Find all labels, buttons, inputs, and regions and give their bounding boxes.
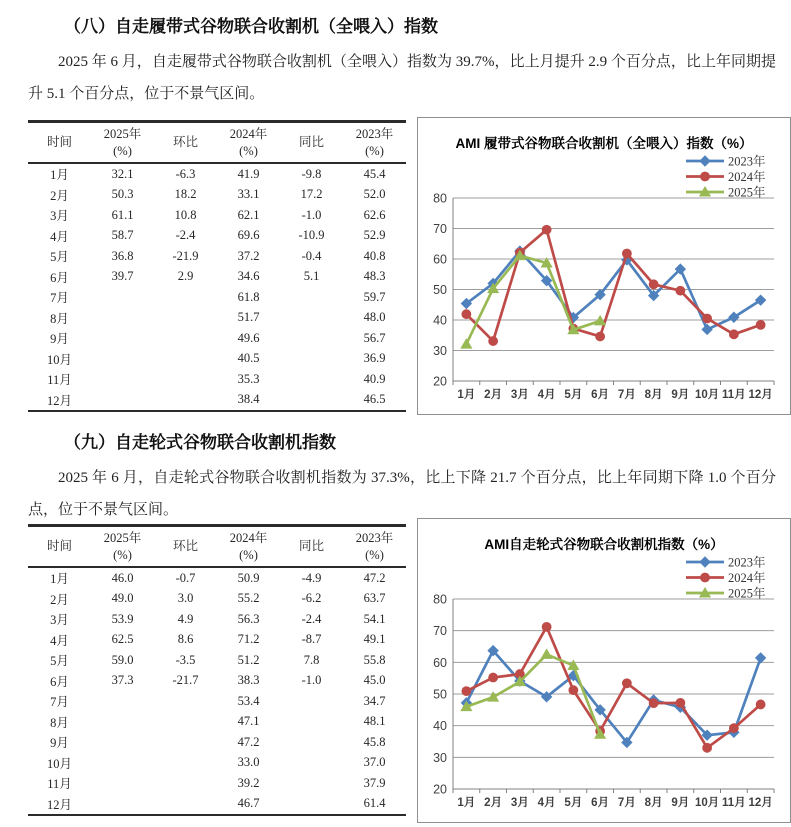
table-cell	[280, 308, 343, 329]
axes	[453, 599, 774, 793]
table-cell: 11月	[47, 777, 72, 792]
table-cell: 54.1	[363, 611, 386, 626]
table-cell: 39.7	[111, 269, 134, 284]
table-header-cell-1: 2025年 (%)	[103, 127, 142, 158]
svg-text:3月: 3月	[510, 797, 529, 809]
table-cell: -1.0	[301, 673, 322, 688]
svg-text:40: 40	[433, 719, 447, 734]
table-cell: 37.2	[237, 248, 260, 263]
table-cell: 10.8	[174, 207, 197, 222]
table-cell: 48.1	[363, 714, 386, 729]
svg-text:30: 30	[433, 344, 447, 358]
table-row	[28, 287, 406, 308]
table-cell	[154, 794, 217, 816]
table-cell: 8.6	[177, 632, 194, 647]
table-row	[28, 567, 406, 589]
table-cell: -10.9	[298, 228, 325, 243]
table-cell: 55.2	[237, 591, 260, 606]
gridlines	[453, 198, 774, 381]
table-cell: 2月	[50, 592, 69, 607]
table-header-row	[28, 122, 406, 164]
table-row	[28, 630, 406, 651]
table-cell: 5.1	[303, 269, 320, 284]
table-header-cell-1: 2025年 (%)	[103, 531, 142, 562]
table-cell: -6.3	[175, 166, 196, 181]
svg-text:8月: 8月	[644, 389, 663, 401]
table-cell: 4月	[50, 633, 69, 648]
table-cell	[280, 369, 343, 390]
section-9-paragraph: 2025 年 6 月，自走轮式谷物联合收割机指数为 37.3%，比上下降 21.7 个百分点，比上年同期下降 1.0 个百分点，位于不景气区间。	[28, 470, 776, 518]
table-cell	[154, 753, 217, 774]
table-header-cell-3: 2024年 (%)	[229, 127, 268, 158]
table-cell: 49.6	[237, 330, 260, 345]
table-cell: 61.8	[237, 289, 260, 304]
svg-text:50: 50	[433, 687, 447, 702]
table-cell: 10月	[46, 352, 72, 367]
table-cell: 48.0	[363, 310, 386, 325]
table-header-cell-0: 时间	[46, 135, 72, 150]
table-cell: -3.5	[175, 652, 196, 667]
line-chart-svg	[418, 519, 790, 822]
table-cell: -1.0	[301, 207, 322, 222]
table-cell: 5月	[50, 250, 69, 265]
table-cell: 56.3	[237, 611, 260, 626]
series-2023年	[461, 646, 765, 748]
table-cell: 6月	[50, 674, 69, 689]
series-2024年	[462, 225, 765, 345]
table-cell: -2.4	[175, 228, 196, 243]
table-cell	[280, 691, 343, 712]
table-cell	[280, 390, 343, 412]
svg-text:1月: 1月	[457, 389, 476, 401]
table-cell: 49.0	[111, 591, 134, 606]
svg-text:7月: 7月	[617, 389, 636, 401]
table-cell	[280, 287, 343, 308]
svg-text:5月: 5月	[564, 389, 583, 401]
table-cell: 5月	[50, 654, 69, 669]
table-cell	[91, 390, 154, 412]
table-cell: 7月	[50, 695, 69, 710]
legend-item-2024年	[686, 570, 766, 585]
table-cell	[91, 349, 154, 370]
svg-text:11月: 11月	[722, 389, 746, 401]
table-cell	[91, 287, 154, 308]
table-cell: 12月	[46, 797, 72, 812]
table-cell: 40.9	[363, 371, 386, 386]
svg-text:6月: 6月	[591, 389, 610, 401]
svg-text:50: 50	[433, 283, 447, 297]
table-cell: 59.7	[363, 289, 386, 304]
table-cell: 9月	[50, 332, 69, 347]
svg-text:70: 70	[433, 222, 447, 236]
table-cell	[154, 390, 217, 412]
table-cell: 40.5	[237, 351, 260, 366]
table-cell: 38.4	[237, 392, 260, 407]
table-header-cell-4: 同比	[298, 539, 324, 554]
table-cell: -2.4	[301, 611, 322, 626]
table-cell: 61.4	[363, 796, 386, 811]
table-cell: 10月	[46, 756, 72, 771]
table-cell	[154, 732, 217, 753]
table-cell	[91, 369, 154, 390]
svg-text:5月: 5月	[564, 797, 583, 809]
table-cell: -9.8	[301, 166, 322, 181]
legend-item-2025年	[686, 185, 766, 200]
table-row	[28, 732, 406, 753]
table-row	[28, 349, 406, 370]
wheel-harvester-line-chart	[417, 518, 791, 823]
table-cell: 45.4	[363, 166, 386, 181]
table-cell	[154, 773, 217, 794]
svg-text:2025年: 2025年	[728, 586, 766, 601]
svg-text:6月: 6月	[591, 797, 610, 809]
table-cell: 56.7	[363, 330, 386, 345]
table-row	[28, 205, 406, 226]
table-cell	[280, 712, 343, 733]
table-cell: -6.2	[301, 591, 322, 606]
legend-item-2025年	[686, 586, 766, 601]
table-cell: 39.2	[237, 775, 260, 790]
table-cell: 55.8	[363, 652, 386, 667]
table-cell: 34.7	[363, 693, 386, 708]
table-cell: 53.9	[111, 611, 134, 626]
table-cell	[91, 794, 154, 816]
svg-text:2024年: 2024年	[728, 170, 766, 184]
table-header-row	[28, 526, 406, 568]
table-cell: 9月	[50, 736, 69, 751]
table-cell: 2月	[50, 188, 69, 203]
table-header-cell-0: 时间	[46, 539, 72, 554]
svg-text:10月: 10月	[694, 389, 720, 401]
table-cell: 1月	[50, 572, 69, 587]
table-cell: 58.7	[111, 228, 134, 243]
table-cell: 6月	[50, 270, 69, 285]
svg-text:4月: 4月	[537, 389, 556, 401]
table-cell: 50.9	[237, 570, 260, 585]
table-row	[28, 246, 406, 267]
svg-text:80: 80	[433, 592, 447, 607]
table-cell: 51.7	[237, 310, 260, 325]
x-axis-labels	[457, 796, 772, 809]
table-cell: 48.3	[363, 269, 386, 284]
table-cell	[154, 712, 217, 733]
table-cell: 45.0	[363, 673, 386, 688]
table-cell	[154, 369, 217, 390]
table-cell: 7.8	[303, 652, 320, 667]
table-cell: 37.0	[363, 755, 386, 770]
table-row	[28, 794, 406, 816]
table-row	[28, 163, 406, 185]
table-header-cell-4: 同比	[298, 135, 324, 150]
section-8-paragraph: 2025 年 6 月，自走履带式谷物联合收割机（全喂入）指数为 39.7%，比上月提升 2.9 个百分点，比上年同期提升 5.1 个百分点，位于不景气区间。	[28, 54, 776, 102]
table-cell: 61.1	[111, 207, 134, 222]
table-cell	[91, 328, 154, 349]
table-cell	[91, 691, 154, 712]
table-header-cell-2: 环比	[172, 135, 198, 150]
svg-text:70: 70	[433, 624, 447, 639]
svg-text:2023年: 2023年	[728, 555, 766, 570]
svg-text:8月: 8月	[644, 797, 663, 809]
svg-text:10月: 10月	[694, 797, 720, 809]
section-9-title: （九）自走轮式谷物联合收割机指数	[64, 433, 336, 452]
table-cell: 53.4	[237, 693, 260, 708]
table-cell: 47.2	[237, 734, 260, 749]
table-cell	[280, 753, 343, 774]
svg-text:3月: 3月	[510, 389, 529, 401]
svg-text:7月: 7月	[617, 797, 636, 809]
section-8-title: （八）自走履带式谷物联合收割机（全喂入）指数	[64, 17, 438, 36]
x-axis-labels	[457, 388, 772, 401]
table-cell: 3月	[50, 209, 69, 224]
table-cell: -4.9	[301, 570, 322, 585]
table-cell	[154, 691, 217, 712]
svg-text:9月: 9月	[671, 389, 690, 401]
table-row	[28, 671, 406, 692]
table-cell: 62.5	[111, 632, 134, 647]
table-header-cell-2: 环比	[172, 539, 198, 554]
table-row	[28, 712, 406, 733]
table-cell	[91, 773, 154, 794]
svg-text:20: 20	[433, 374, 447, 389]
table-cell	[91, 308, 154, 329]
table-cell	[280, 794, 343, 816]
table-header-cell-5: 2023年 (%)	[355, 531, 394, 562]
table-cell: -21.7	[172, 673, 199, 688]
table-cell: 35.3	[237, 371, 260, 386]
table-row	[28, 390, 406, 412]
table-cell: 2.9	[177, 269, 194, 284]
table-cell: 46.7	[237, 796, 260, 811]
table-cell: 47.2	[363, 570, 386, 585]
table-cell: -0.7	[175, 570, 196, 585]
table-cell	[91, 753, 154, 774]
track-harvester-line-chart	[417, 117, 791, 415]
table-row	[28, 267, 406, 288]
line-chart-svg	[418, 118, 790, 414]
table-cell: 49.1	[363, 632, 386, 647]
table-cell: 7月	[50, 291, 69, 306]
table-cell: 18.2	[174, 187, 197, 202]
table-row	[28, 773, 406, 794]
svg-text:2月: 2月	[484, 797, 503, 809]
svg-text:12月: 12月	[748, 797, 773, 809]
table-cell	[91, 712, 154, 733]
table-cell: 63.7	[363, 591, 386, 606]
table-cell: 40.8	[363, 248, 386, 263]
table-cell: -8.7	[301, 632, 322, 647]
table-row	[28, 369, 406, 390]
table-cell	[154, 328, 217, 349]
table-cell	[280, 349, 343, 370]
svg-text:2023年: 2023年	[728, 154, 766, 169]
table-cell: 17.2	[300, 187, 323, 202]
table-cell: 71.2	[237, 632, 260, 647]
table-cell	[154, 308, 217, 329]
table-cell: 32.1	[111, 166, 134, 181]
table-cell: 4.9	[177, 611, 194, 626]
legend-item-2024年	[686, 169, 766, 184]
table-cell: 47.1	[237, 714, 260, 729]
table-cell: 3月	[50, 613, 69, 628]
table-cell: 4月	[50, 229, 69, 244]
table-cell: -0.4	[301, 248, 322, 263]
svg-text:80: 80	[433, 191, 447, 206]
table-cell: 52.9	[363, 228, 386, 243]
table-cell	[91, 732, 154, 753]
table-cell: 33.0	[237, 755, 260, 770]
table-cell: 8月	[50, 715, 69, 730]
svg-text:60: 60	[433, 252, 447, 267]
table-row	[28, 328, 406, 349]
table-cell: 62.1	[237, 207, 260, 222]
table-cell: 46.5	[363, 392, 386, 407]
table-cell: 62.6	[363, 207, 386, 222]
table-cell: 51.2	[237, 652, 260, 667]
table-cell: 33.1	[237, 187, 260, 202]
table-cell	[280, 328, 343, 349]
table-header-cell-3: 2024年 (%)	[229, 531, 268, 562]
svg-text:40: 40	[433, 313, 447, 328]
table-cell: 3.0	[177, 591, 194, 606]
table-row	[28, 691, 406, 712]
table-cell: 50.3	[111, 187, 134, 202]
chart-title: AMI自走轮式谷物联合收割机指数（%）	[484, 537, 724, 552]
svg-text:20: 20	[433, 782, 447, 797]
table-cell	[280, 732, 343, 753]
table-cell: 37.9	[363, 775, 386, 790]
table-cell: 52.0	[363, 187, 386, 202]
svg-text:1月: 1月	[457, 797, 476, 809]
table-cell: 8月	[50, 311, 69, 326]
chart-title: AMI 履带式谷物联合收割机（全喂入）指数（%）	[455, 136, 753, 151]
svg-text:4月: 4月	[537, 797, 556, 809]
table-row	[28, 185, 406, 206]
table-cell	[154, 349, 217, 370]
svg-text:9月: 9月	[671, 797, 690, 809]
svg-text:2025年: 2025年	[728, 185, 766, 200]
table-cell: 41.9	[237, 166, 260, 181]
track-harvester-index-table	[28, 120, 406, 412]
table-row	[28, 226, 406, 247]
table-row	[28, 609, 406, 630]
svg-text:2024年: 2024年	[728, 571, 766, 585]
table-header-cell-5: 2023年 (%)	[355, 127, 394, 158]
svg-text:2月: 2月	[484, 389, 503, 401]
table-cell: 45.8	[363, 734, 386, 749]
table-row	[28, 753, 406, 774]
table-row	[28, 650, 406, 671]
table-cell: 37.3	[111, 673, 134, 688]
table-cell: 36.8	[111, 248, 134, 263]
svg-text:30: 30	[433, 750, 447, 765]
svg-text:11月: 11月	[722, 797, 746, 809]
table-cell: 1月	[50, 168, 69, 183]
table-cell: 46.0	[111, 570, 134, 585]
table-cell: 69.6	[237, 228, 260, 243]
table-row	[28, 308, 406, 329]
table-cell: -21.9	[172, 248, 199, 263]
svg-text:60: 60	[433, 655, 447, 670]
table-cell	[154, 287, 217, 308]
legend-item-2023年	[686, 154, 766, 169]
table-cell: 59.0	[111, 652, 134, 667]
wheel-harvester-index-table	[28, 524, 406, 816]
y-axis-labels	[433, 593, 447, 797]
table-cell	[280, 773, 343, 794]
svg-text:12月: 12月	[748, 389, 773, 401]
table-cell: 38.3	[237, 673, 260, 688]
y-axis-labels	[433, 192, 447, 389]
legend-item-2023年	[686, 555, 766, 570]
table-cell: 34.6	[237, 269, 260, 284]
table-row	[28, 589, 406, 610]
table-cell: 11月	[47, 373, 72, 388]
table-cell: 36.9	[363, 351, 386, 366]
table-cell: 12月	[46, 393, 72, 408]
